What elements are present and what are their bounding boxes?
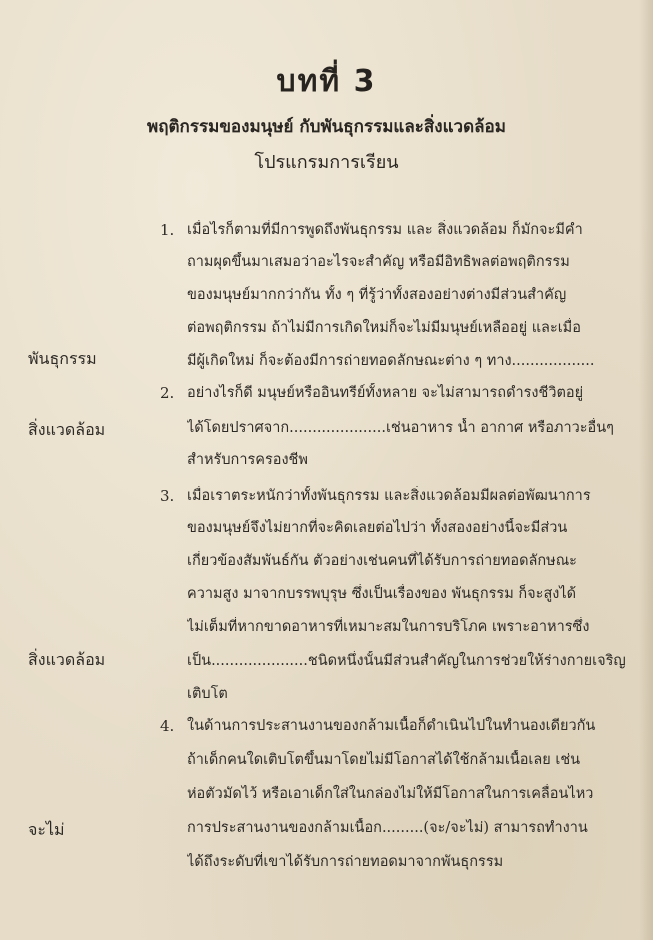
item-number-1: 1. — [160, 221, 175, 239]
item-number-3: 3. — [160, 487, 175, 505]
item-3-line: ความสูง มาจากบรรพบุรุษ ซึ่งเป็นเรื่องของ พันธุกรรม ก็จะสูงได้ — [187, 586, 577, 602]
page-edge-shadow — [639, 0, 653, 940]
item-1-line: ถามผุดขึ้นมาเสมอว่าอะไรจะสำคัญ หรือมีอิทธิพลต่อพฤติกรรม — [187, 254, 570, 270]
item-2-line: อย่างไรก็ดี มนุษย์หรืออินทรีย์ทั้งหลาย จะไม่สามารถดำรงชีวิตอยู่ — [187, 385, 584, 401]
item-1-line: ของมนุษย์มากกว่ากัน ทั้ง ๆ ที่รู้ว่าทั้งสองอย่างต่างมีส่วนสำคัญ — [187, 287, 567, 303]
chapter-title: บทที่ 3 — [276, 64, 377, 99]
item-3-line: เติบโต — [187, 686, 228, 702]
chapter-subtitle: พฤติกรรมของมนุษย์ กับพันธุกรรมและสิ่งแวดล้อม — [147, 117, 506, 137]
item-4-line: ถ้าเด็กคนใดเติบโตขึ้นมาโดยไม่มีโอกาสได้ใช้กล้ามเนื้อเลย เช่น — [187, 752, 581, 768]
item-4-line: ได้ถึงระดับที่เขาได้รับการถ่ายทอดมาจากพันธุกรรม — [187, 854, 504, 870]
margin-answer-1: พันธุกรรม — [28, 349, 97, 368]
item-2-line: ได้โดยปราศจาก.....................เช่นอาหาร น้ำ อากาศ หรือภาวะอื่นๆ — [187, 420, 614, 436]
program-title: โปรแกรมการเรียน — [254, 152, 399, 173]
item-number-2: 2. — [160, 384, 175, 402]
item-2-line: สำหรับการครองชีพ — [187, 452, 308, 468]
item-3-line: เกี่ยวข้องสัมพันธ์กัน ตัวอย่างเช่นคนที่ได้รับการถ่ายทอดลักษณะ — [187, 553, 577, 569]
item-1-line: ต่อพฤติกรรม ถ้าไม่มีการเกิดใหม่ก็จะไม่มีมนุษย์เหลืออยู่ และเมื่อ — [187, 320, 581, 336]
item-number-4: 4. — [160, 717, 175, 735]
item-1-line: เมื่อไรก็ตามที่มีการพูดถึงพันธุกรรม และ สิ่งแวดล้อม ก็มักจะมีคำ — [187, 222, 583, 238]
item-4-line: ห่อตัวมัดไว้ หรือเอาเด็กใส่ในกล่องไม่ให้มีโอกาสในการเคลื่อนไหว — [187, 786, 594, 802]
item-3-line: เมื่อเราตระหนักว่าทั้งพันธุกรรม และสิ่งแวดล้อมมีผลต่อพัฒนาการ — [187, 488, 591, 504]
item-4-line: ในด้านการประสานงานของกล้ามเนื้อก็ดำเนินไปในทำนองเดียวกัน — [187, 718, 596, 734]
margin-answer-2: สิ่งแวดล้อม — [28, 420, 106, 439]
item-4-line: การประสานงานของกล้ามเนื้อก.........(จะ/จะไม่) สามารถทำงาน — [187, 820, 588, 836]
item-3-line: ของมนุษย์จึงไม่ยากที่จะคิดเลยต่อไปว่า ทั้งสองอย่างนี้จะมีส่วน — [187, 520, 568, 536]
item-3-line: ไม่เต็มที่หากขาดอาหารที่เหมาะสมในการบริโภค เพราะอาหารซึ่ง — [187, 619, 590, 635]
item-3-line: เป็น.....................ชนิดหนึ่งนั้นมีส่วนสำคัญในการช่วยให้ร่างกายเจริญ — [187, 653, 626, 669]
margin-answer-4: จะไม่ — [28, 820, 65, 839]
margin-answer-3: สิ่งแวดล้อม — [28, 650, 106, 669]
item-1-line: มีผู้เกิดใหม่ ก็จะต้องมีการถ่ายทอดลักษณะต่าง ๆ ทาง.................. — [187, 353, 595, 369]
